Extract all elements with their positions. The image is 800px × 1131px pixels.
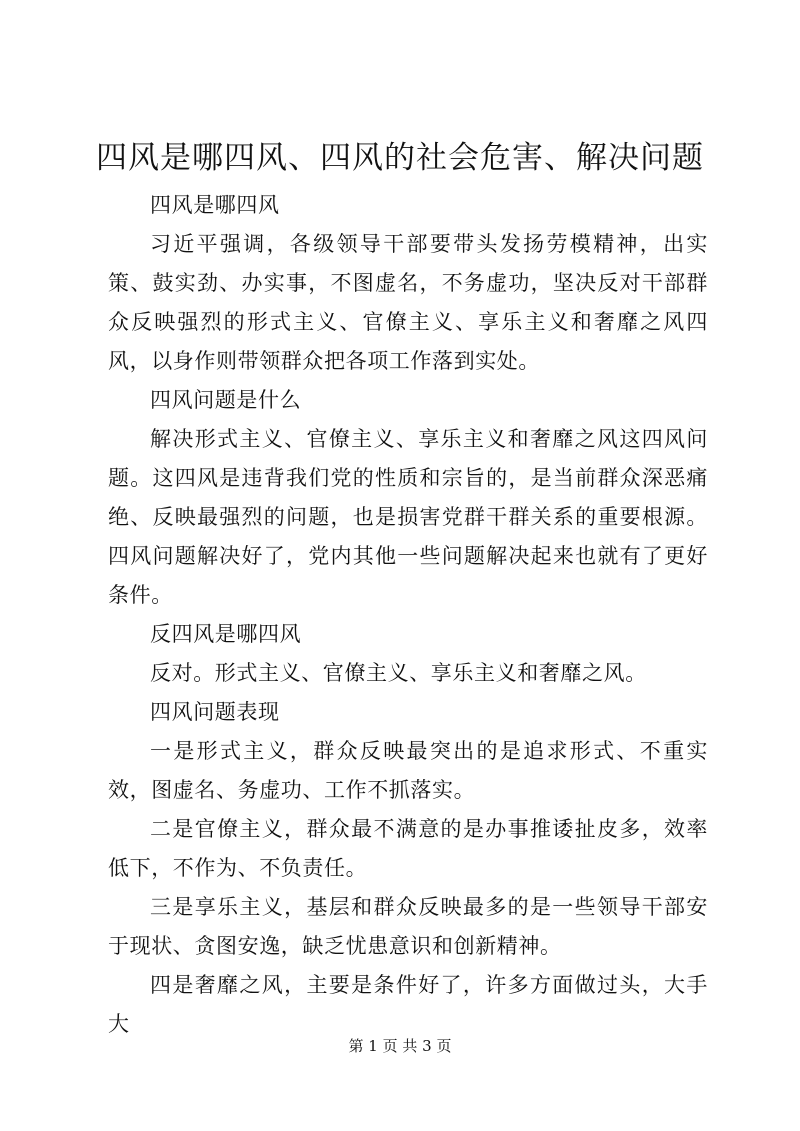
paragraph-heading: 反四风是哪四风 — [150, 622, 302, 646]
paragraph: 二是官僚主义，群众最不满意的是办事推诿扯皮多，效率低下，不作为、不负责任。 — [108, 817, 708, 880]
paragraph-heading: 四风问题表现 — [150, 700, 280, 724]
paragraph-heading: 四风是哪四风 — [150, 193, 280, 217]
paragraph: 一是形式主义，群众反映最突出的是追求形式、不重实效，图虚名、务虚功、工作不抓落实。 — [108, 739, 708, 802]
page-title: 四风是哪四风、四风的社会危害、解决问题 — [96, 140, 704, 176]
document-body — [108, 186, 708, 1044]
paragraph: 反对。形式主义、官僚主义、享乐主义和奢靡之风。 — [150, 661, 647, 685]
paragraph: 三是享乐主义，基层和群众反映最多的是一些领导干部安于现状、贪图安逸，缺乏忧患意识和创新精神。 — [108, 895, 708, 958]
paragraph: 四是奢靡之风，主要是条件好了，许多方面做过头，大手大 — [108, 973, 708, 1036]
paragraph: 习近平强调，各级领导干部要带头发扬劳模精神，出实策、鼓实劲、办实事，不图虚名，不务虚功，坚决反对干部群众反映强烈的形式主义、官僚主义、享乐主义和奢靡之风四风，以身作则带领群众把各项工作落到实处。 — [108, 232, 708, 373]
paragraph: 解决形式主义、官僚主义、享乐主义和奢靡之风这四风问题。这四风是违背我们党的性质和宗旨的，是当前群众深恶痛绝、反映最强烈的问题，也是损害党群干群关系的重要根源。四风问题解决好了，党内其他一些问题解决起来也就有了更好条件。 — [108, 427, 708, 607]
paragraph-heading: 四风问题是什么 — [150, 388, 302, 412]
page-footer: 第 1 页 共 3 页 — [348, 1037, 452, 1055]
